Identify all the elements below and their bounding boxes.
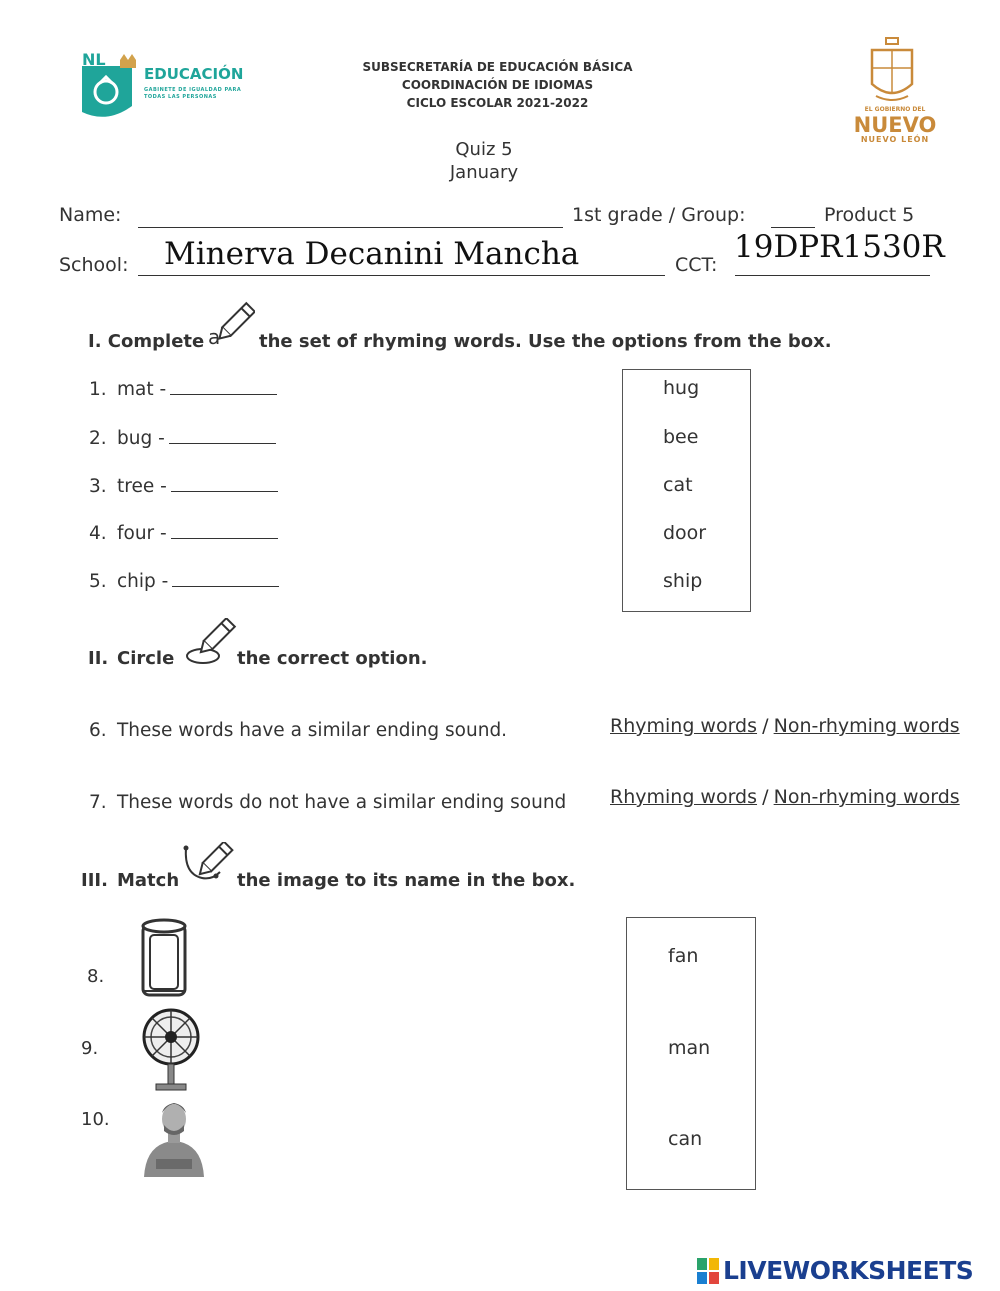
answer-blank[interactable]	[171, 524, 278, 539]
option-separator: /	[762, 715, 769, 737]
can-image[interactable]	[138, 917, 190, 1001]
section-2-num: II.	[88, 648, 109, 669]
non-rhyming-option[interactable]: Non-rhyming words	[773, 715, 960, 737]
option-separator: /	[762, 786, 769, 808]
option-word[interactable]: cat	[663, 474, 693, 496]
quiz-month: January	[449, 162, 519, 183]
option-word[interactable]: ship	[663, 570, 703, 592]
pencil-letter: a	[208, 325, 221, 349]
item-text: These words do not have a similar ending sound	[117, 792, 567, 813]
rhyme-item-3	[89, 476, 278, 497]
rhyming-option[interactable]: Rhyming words	[610, 715, 758, 737]
match-option[interactable]: can	[668, 1128, 703, 1150]
item-number: 4.	[89, 523, 107, 544]
circle-item-7	[89, 792, 566, 813]
section-3-label-post: the image to its name in the box.	[237, 870, 576, 891]
liveworksheets-logo	[697, 1256, 997, 1286]
circle-item-6	[89, 720, 507, 741]
rhyme-item-5	[89, 571, 279, 592]
item-text: These words have a similar ending sound.	[117, 720, 508, 741]
header-line-3: CICLO ESCOLAR 2021-2022	[406, 96, 589, 110]
item-number: 5.	[89, 571, 107, 592]
choice-6	[610, 715, 960, 737]
fan-image[interactable]	[142, 1005, 200, 1093]
school-label: School:	[59, 254, 129, 276]
option-word[interactable]: hug	[663, 377, 700, 399]
item-number: 3.	[89, 476, 107, 497]
rhyme-item-4	[89, 523, 278, 544]
grade-group-label: 1st grade / Group:	[572, 204, 746, 226]
item-word: bug -	[117, 428, 165, 449]
item-word: chip -	[117, 571, 169, 592]
section-1-label-pre: I. Complete	[88, 331, 205, 352]
option-word[interactable]: bee	[663, 426, 699, 448]
section-1-label-post: the set of rhyming words. Use the options from the box.	[259, 331, 832, 352]
gov-sub-text: NUEVO LEÓN	[860, 135, 930, 144]
product-label: Product 5	[824, 204, 915, 226]
rhyme-item-2	[89, 428, 276, 449]
gov-main-text: NUEVO	[853, 113, 937, 137]
write-pencil-icon	[205, 301, 255, 351]
education-subtitle: GABINETE DE IGUALDAD PARA TODAS LAS PERSONAS	[144, 87, 242, 100]
coat-of-arms-icon	[866, 36, 918, 106]
cct-label: CCT:	[675, 254, 718, 276]
nl-mark: NL	[82, 50, 106, 69]
quiz-title: Quiz 5	[455, 139, 513, 160]
nuevo-leon-logo	[840, 36, 950, 146]
option-word[interactable]: door	[663, 522, 707, 544]
item-word: tree -	[117, 476, 167, 497]
liveworksheets-brand: LIVEWORKSHEETS	[723, 1256, 974, 1285]
match-pencil-icon	[180, 842, 235, 890]
section-3-num: III.	[81, 870, 108, 891]
cct-field[interactable]	[735, 275, 930, 276]
item-number: 1.	[89, 379, 107, 400]
circle-pencil-icon	[183, 618, 238, 668]
name-label: Name:	[59, 204, 122, 226]
match-option[interactable]: fan	[668, 945, 699, 967]
item-word: four -	[117, 523, 167, 544]
item-number: 6.	[89, 720, 107, 741]
answer-blank[interactable]	[172, 572, 279, 587]
header-line-2: COORDINACIÓN DE IDIOMAS	[401, 78, 594, 92]
choice-7	[610, 786, 960, 808]
item-word: mat -	[117, 379, 167, 400]
answer-blank[interactable]	[170, 380, 277, 395]
match-option[interactable]: man	[668, 1037, 711, 1059]
answer-blank[interactable]	[171, 477, 278, 492]
item-number: 7.	[89, 792, 107, 813]
header-lines	[330, 58, 665, 112]
match-number-8: 8.	[87, 966, 105, 987]
school-value: Minerva Decanini Mancha	[164, 236, 580, 272]
section-2-label-post: the correct option.	[237, 648, 428, 669]
school-field[interactable]	[138, 275, 665, 276]
rhyme-item-1	[89, 379, 277, 400]
section-3-label-pre: Match	[117, 870, 180, 891]
answer-blank[interactable]	[169, 429, 276, 444]
match-number-10: 10.	[81, 1109, 110, 1130]
section-2-label-pre: Circle	[117, 648, 175, 669]
gov-top-text: EL GOBIERNO DEL	[864, 106, 926, 113]
rhyming-option[interactable]: Rhyming words	[610, 786, 758, 808]
group-field[interactable]	[771, 227, 815, 228]
header-line-1: SUBSECRETARÍA DE EDUCACIÓN BÁSICA	[362, 60, 633, 74]
item-number: 2.	[89, 428, 107, 449]
man-image[interactable]	[138, 1097, 210, 1177]
education-logo	[80, 50, 245, 130]
cct-value: 19DPR1530R	[734, 229, 945, 265]
education-title: EDUCACIÓN	[144, 65, 244, 83]
name-field[interactable]	[138, 227, 563, 228]
non-rhyming-option[interactable]: Non-rhyming words	[773, 786, 960, 808]
match-number-9: 9.	[81, 1038, 99, 1059]
liveworksheets-icon	[697, 1258, 719, 1284]
